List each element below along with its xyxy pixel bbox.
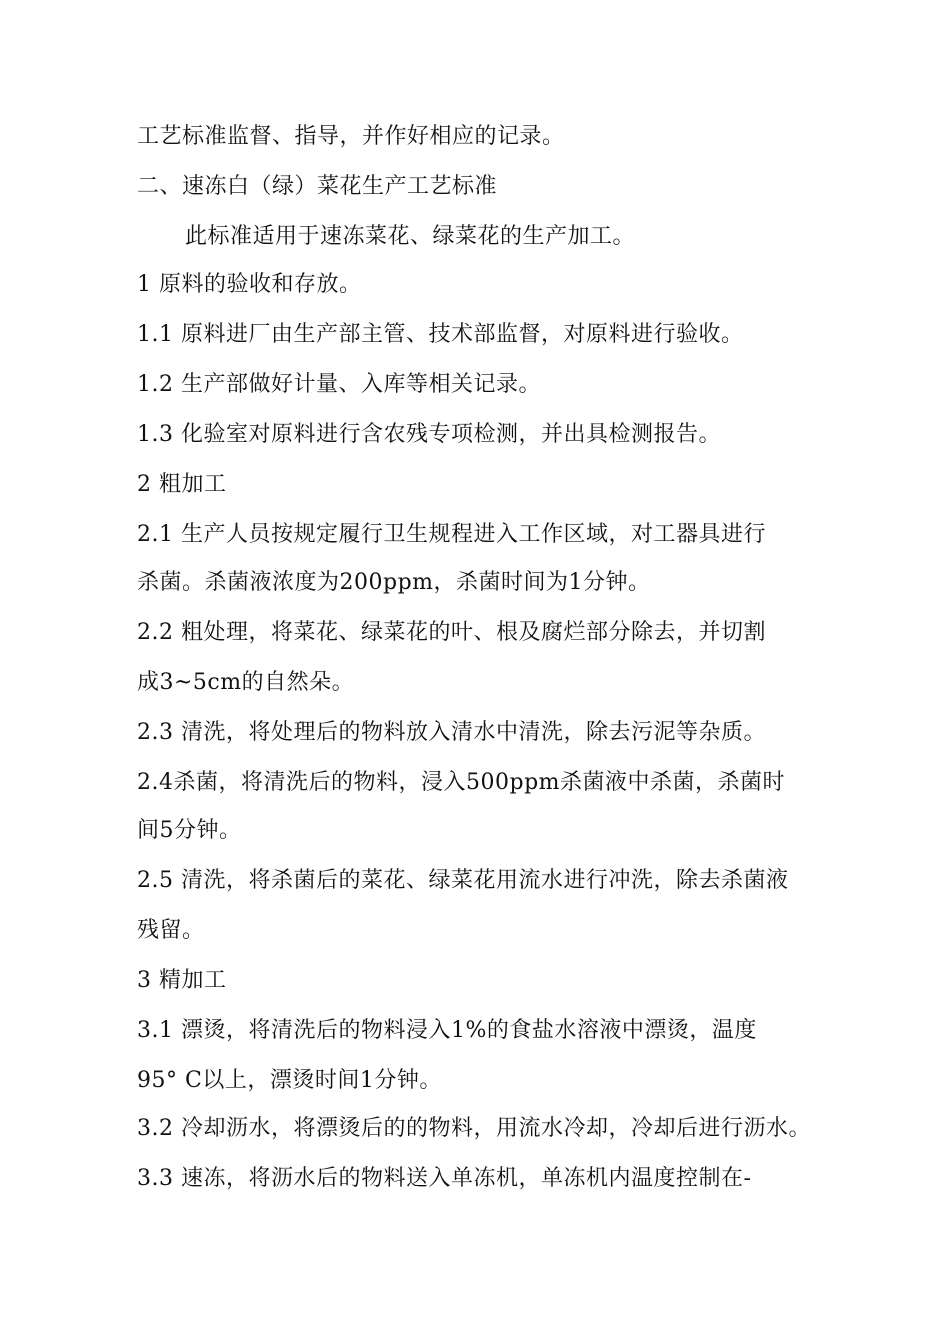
item-2-1-cont: 杀菌。杀菌液浓度为200ppm，杀菌时间为1分钟。 (137, 570, 651, 595)
item-2-2-cont: 成3~5cm的自然朵。 (137, 670, 355, 695)
heading-2: 2 粗加工 (137, 472, 227, 497)
item-2-5: 2.5 清洗，将杀菌后的菜花、绿菜花用流水进行冲洗，除去杀菌液 (137, 868, 789, 893)
text-line-continuation: 工艺标准监督、指导，并作好相应的记录。 (137, 124, 565, 149)
heading-3: 3 精加工 (137, 968, 227, 993)
item-2-4: 2.4杀菌，将清洗后的物料，浸入500ppm杀菌液中杀菌，杀菌时 (137, 770, 786, 795)
item-1-3: 1.3 化验室对原料进行含农残专项检测，并出具检测报告。 (137, 422, 721, 447)
item-2-3: 2.3 清洗，将处理后的物料放入清水中清洗，除去污泥等杂质。 (137, 720, 766, 745)
item-3-1: 3.1 漂烫，将清洗后的物料浸入1%的食盐水溶液中漂烫，温度 (137, 1018, 757, 1043)
heading-1: 1 原料的验收和存放。 (137, 272, 362, 297)
item-3-1-cont: 95° C以上，漂烫时间1分钟。 (137, 1068, 442, 1093)
scope-paragraph: 此标准适用于速冻菜花、绿菜花的生产加工。 (185, 224, 636, 249)
item-1-2: 1.2 生产部做好计量、入库等相关记录。 (137, 372, 541, 397)
item-2-5-cont: 残留。 (137, 918, 205, 943)
item-2-4-cont: 间5分钟。 (137, 818, 242, 843)
item-2-2: 2.2 粗处理，将菜花、绿菜花的叶、根及腐烂部分除去，并切割 (137, 620, 766, 645)
item-2-1: 2.1 生产人员按规定履行卫生规程进入工作区域，对工器具进行 (137, 522, 766, 547)
item-1-1: 1.1 原料进厂由生产部主管、技术部监督，对原料进行验收。 (137, 322, 744, 347)
item-3-2: 3.2 冷却沥水，将漂烫后的的物料，用流水冷却，冷却后进行沥水。 (137, 1116, 811, 1141)
section-heading: 二、速冻白（绿）菜花生产工艺标准 (137, 174, 498, 199)
item-3-3: 3.3 速冻，将沥水后的物料送入单冻机，单冻机内温度控制在- (137, 1166, 752, 1191)
